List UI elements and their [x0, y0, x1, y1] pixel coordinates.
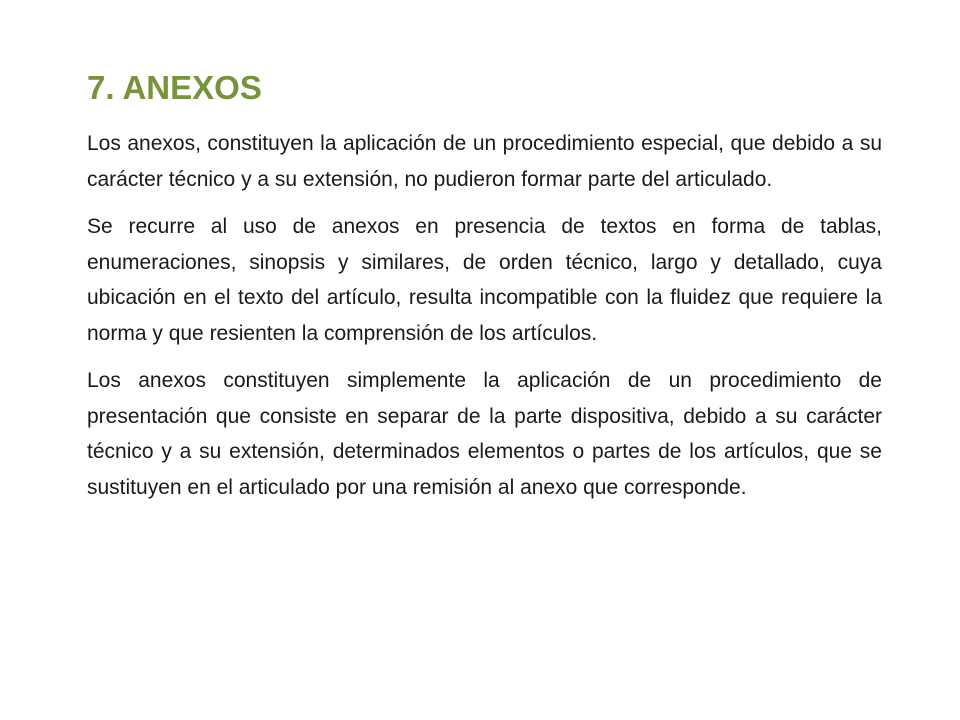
paragraph-2: Se recurre al uso de anexos en presencia de textos en forma de tablas, enumeraciones, sinopsis y similares, de orden técnico, largo y detallado, cuya ubicación en el texto del artículo, resulta incompatible con la fluidez que requiere la norma y que resienten la comprensión de los artículos.: [87, 215, 882, 345]
slide-body: [87, 126, 882, 517]
paragraph-3: Los anexos constituyen simplemente la aplicación de un procedimiento de presentación que consiste en separar de la parte dispositiva, debido a su carácter técnico y a su extensión, determinados elementos o partes de los artículos, que se sustituyen en el articulado por una remisión al anexo que corresponde.: [87, 369, 882, 499]
paragraph-1: Los anexos, constituyen la aplicación de un procedimiento especial, que debido a su carácter técnico y a su extensión, no pudieron formar parte del articulado.: [87, 132, 882, 191]
slide-title: 7. ANEXOS: [87, 69, 262, 106]
